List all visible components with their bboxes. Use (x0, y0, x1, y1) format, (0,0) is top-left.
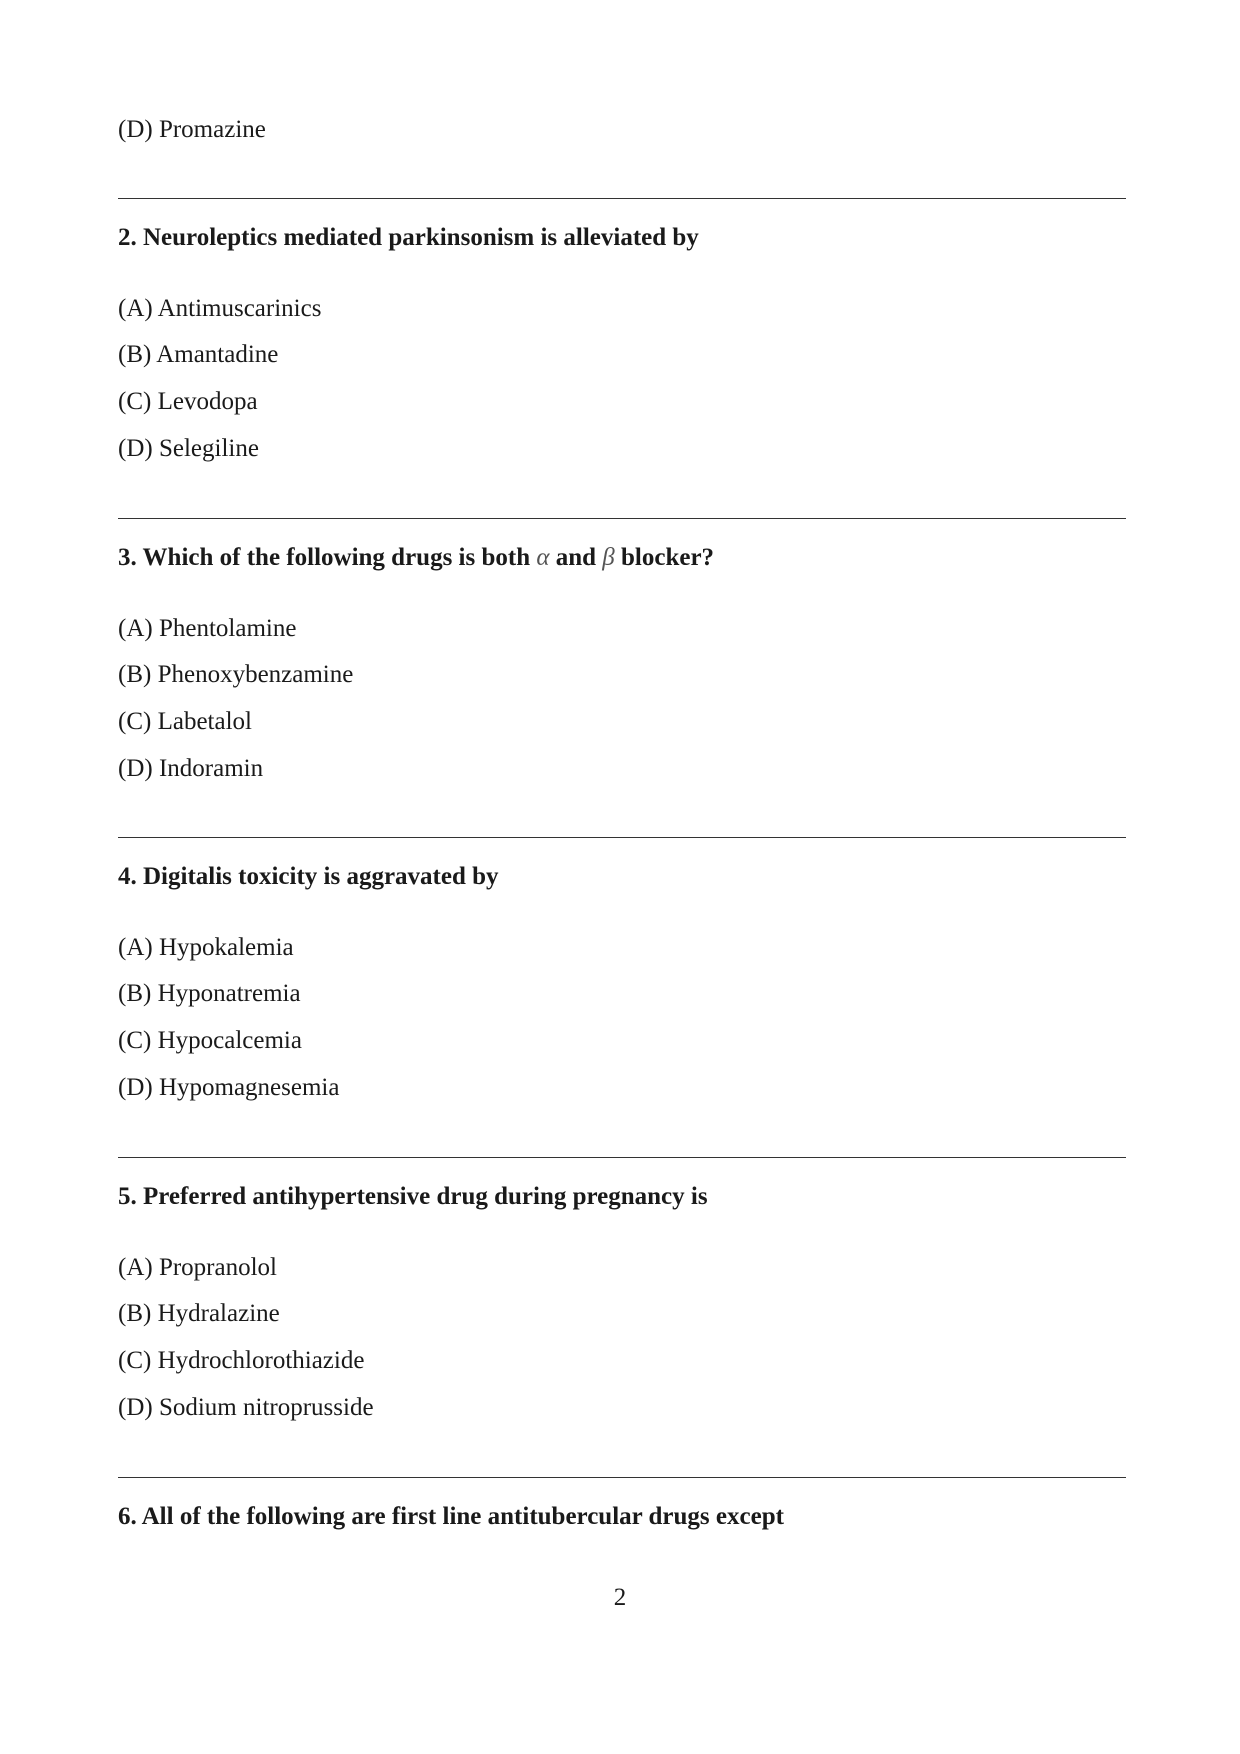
option-q4-d: (D) Hypomagnesemia (118, 1074, 340, 1101)
question-4-title: 4. Digitalis toxicity is aggravated by (118, 863, 499, 890)
option-q4-c: (C) Hypocalcemia (118, 1027, 302, 1054)
beta-symbol: β (602, 544, 615, 571)
option-q3-c: (C) Labetalol (118, 708, 252, 735)
question-divider (118, 518, 1126, 519)
option-q2-b: (B) Amantadine (118, 341, 279, 368)
option-q2-c: (C) Levodopa (118, 388, 258, 415)
option-q3-a: (A) Phentolamine (118, 615, 297, 642)
option-q3-d: (D) Indoramin (118, 755, 264, 782)
option-q2-d: (D) Selegiline (118, 435, 259, 462)
question-divider (118, 1477, 1126, 1478)
question-divider (118, 1157, 1126, 1158)
question-6-title: 6. All of the following are first line antitubercular drugs except (118, 1503, 784, 1530)
question-3-title-part1: 3. Which of the following drugs is both (118, 544, 537, 571)
question-divider (118, 837, 1126, 838)
option-q4-b: (B) Hyponatremia (118, 980, 301, 1007)
alpha-symbol: α (536, 544, 550, 571)
question-2-title: 2. Neuroleptics mediated parkinsonism is alleviated by (118, 224, 699, 251)
option-q5-b: (B) Hydralazine (118, 1300, 280, 1327)
question-3-title (118, 543, 714, 573)
question-5-title: 5. Preferred antihypertensive drug during pregnancy is (118, 1183, 708, 1210)
option-q2-a: (A) Antimuscarinics (118, 295, 322, 322)
question-3-title-part3: blocker? (614, 544, 715, 571)
option-q5-a: (A) Propranolol (118, 1254, 277, 1281)
page-number: 2 (613, 1584, 627, 1611)
question-divider (118, 198, 1126, 199)
option-q4-a: (A) Hypokalemia (118, 934, 294, 961)
option-q5-d: (D) Sodium nitroprusside (118, 1394, 374, 1421)
option-q3-b: (B) Phenoxybenzamine (118, 661, 354, 688)
question-3-title-part2: and (549, 544, 603, 571)
option-q1-d: (D) Promazine (118, 116, 266, 143)
option-q5-c: (C) Hydrochlorothiazide (118, 1347, 365, 1374)
